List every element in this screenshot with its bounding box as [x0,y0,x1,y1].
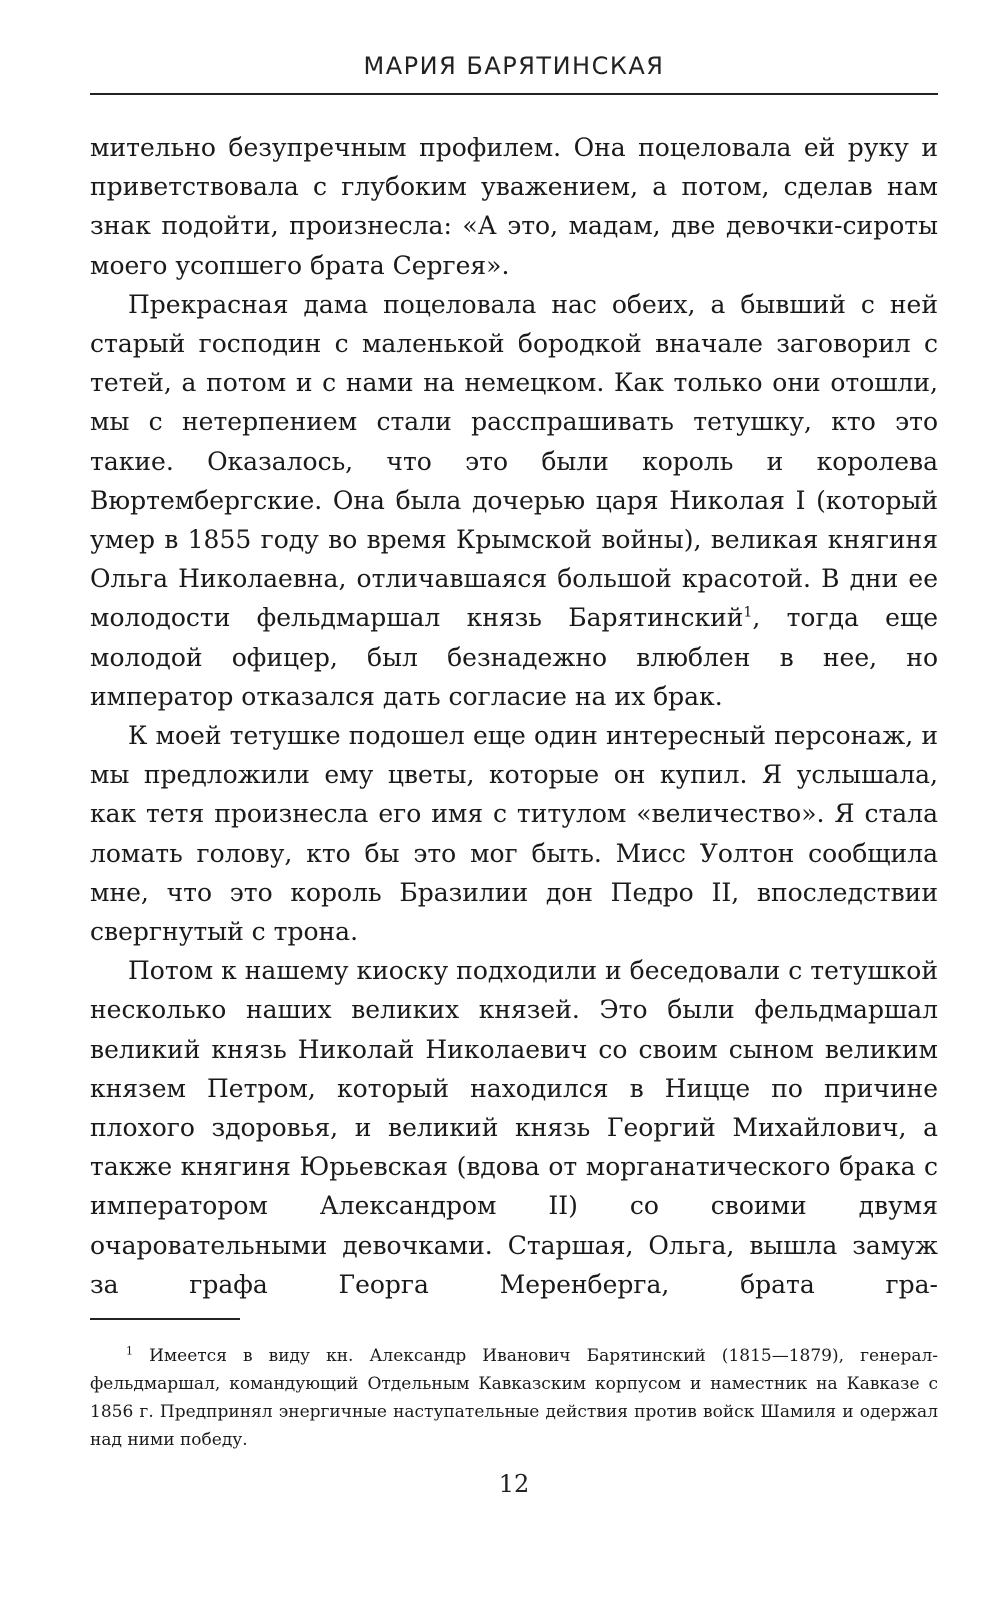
footnote-rule [90,1318,240,1320]
paragraph-4: Потом к нашему киоску подходили и беседовали с тетушкой несколько наших великих князей. Это были фельдмаршал великий князь Николай Николаевич со своим сыном великим князем Петром, который находился в Ницце по причине плохого здоровья, и великий князь Георгий Михайлович, а также княгиня Юрьевская (вдова от морганатического брака с императором Александром II) со своими двумя очаровательными девочками. Старшая, Ольга, вышла замуж за графа Георга Меренберга, брата гра- [90,956,938,1299]
main-text [90,128,938,1304]
footnote-1 [90,1342,938,1454]
paragraph-2-text-end: , тогда еще молодой офицер, был безнадежно влюблен в нее, но император отказался дать согласие на их брак. [90,603,939,711]
footnote-reference-1: 1 [743,605,753,622]
footnote-text: Имеется в виду кн. Александр Иванович Барятинский (1815—1879), генерал-фельдмаршал, командующий Отдельным Кавказским корпусом и наместник на Кавказе с 1856 г. Предпринял энергичные наступательные действия против войск Шамиля и одержал над ними победу. [90,1346,939,1450]
paragraph-3: К моей тетушке подошел еще один интересный персонаж, и мы предложили ему цветы, которые он купил. Я услышала, как тетя произнесла его имя с титулом «величество». Я стала ломать голову, кто бы это мог быть. Мисс Уолтон сообщила мне, что это король Бразилии дон Педро II, впоследствии свергнутый с трона. [90,721,938,947]
page-number: 12 [498,1470,530,1498]
running-head-title: МАРИЯ БАРЯТИНСКАЯ [363,52,665,80]
paragraph-1: мительно безупречным профилем. Она поцеловала ей руку и приветствовала с глубоким уважением, а потом, сделав нам знак подойти, произнесла: «А это, мадам, две девочки-сироты моего усопшего брата Сергея». [90,133,938,280]
header-rule [90,93,938,95]
paragraph-2-text-start: Прекрасная дама поцеловала нас обеих, а бывший с ней старый господин с маленькой бородкой вначале заговорил с тетей, а потом и с нами на немецком. Как только они отошли, мы с нетерпением стали расспрашивать тетушку, кто это такие. Оказалось, что это были король и королева Вюртембергские. Она была дочерью царя Николая I (который умер в 1855 году во время Крымской войны), великая княгиня Ольга Николаевна, отличавшаяся большой красотой. В дни ее молодости фельдмаршал князь Барятинский [90,289,938,633]
footnote-mark: 1 [126,1344,133,1358]
paragraph-2 [90,285,938,716]
